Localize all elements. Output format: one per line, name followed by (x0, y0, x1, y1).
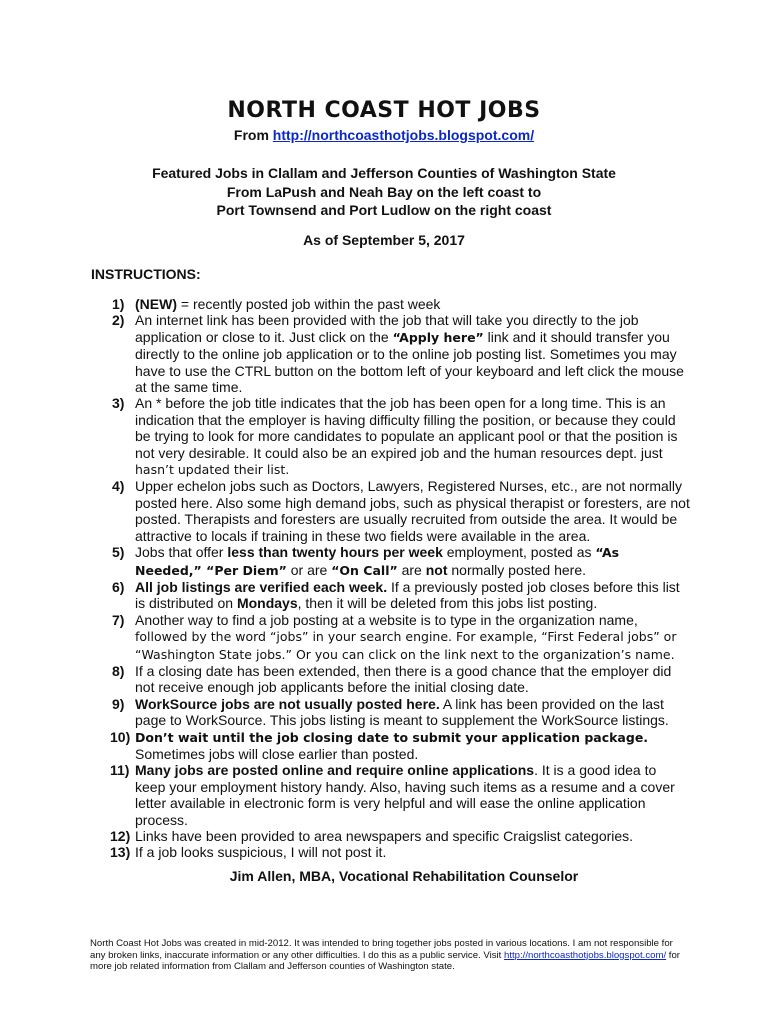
item-number: 1) (112, 296, 125, 312)
footer-blog-link[interactable]: http://northcoasthotjobs.blogspot.com/ (503, 949, 667, 961)
list-item: 8) If a closing date has been extended, then there is a good chance that the employer did not receive enough job applicants before the initial closing date. (112, 662, 672, 696)
list-item: 4) Upper echelon jobs such as Doctors, Lawyers, Registered Nurses, etc., are not normally posted here. Also some high demand jobs, such as physical therapist or foresters, are not posted. Therapists and foresters are usually recruited from outside the area. It would be attractive to locals if training in these two fields were available in the area. (112, 478, 690, 544)
list-item: 6) All job listings are verified each week. If a previously posted job closes before this list is distributed on Mondays, then it will be deleted from this jobs list posting. (112, 578, 680, 612)
instructions-list (90, 296, 690, 861)
item-number: 9) (112, 695, 125, 712)
featured-line-3: Port Townsend and Port Ludlow on the right coast (216, 202, 552, 218)
list-item: 9) WorkSource jobs are not usually posted here. A link has been provided on the last page to WorkSource. This jobs listing is meant to supplement the WorkSource listings. (112, 695, 669, 729)
item-number: 6) (112, 578, 125, 595)
list-item: 11) Many jobs are posted online and require online applications. It is a good idea to keep your employment history handy. Also, having such items as a resume and a cover letter available in electronic form is very helpful and will ease the online application process. (110, 762, 675, 828)
item-number: 11) (110, 762, 130, 779)
list-item: 7) Another way to find a job posting at a website is to type in the organization name, followed by the word “jobs” in your search engine. For example, “First Federal jobs” or “Washington State jobs.” Or you can click on the link next to the organization’s name. (112, 611, 677, 662)
item-number: 12) (110, 828, 131, 844)
blog-link[interactable]: http://northcoasthotjobs.blogspot.com/ (272, 127, 535, 143)
item-number: 13) (110, 844, 131, 861)
list-item: 10) Don’t wait until the job closing date to submit your application package. Sometimes jobs will close earlier than posted. (110, 728, 649, 762)
featured-heading (0, 164, 768, 220)
featured-line-2: From LaPush and Neah Bay on the left coast to (226, 183, 542, 200)
item-number: 5) (112, 544, 125, 561)
source-line (0, 127, 768, 143)
list-item: 2) An internet link has been provided with the job that will take you directly to the job application or close to it. Just click on the “Apply here” link and it should transfer you directly to the online job application or to the online job posting list. Sometimes you may have to use the CTRL button on the bottom left of your keyboard and left click the mouse at the same time. (112, 312, 684, 396)
list-item: 12) Links have been provided to area newspapers and specific Craigslist categories. (110, 828, 634, 844)
as-of-date: As of September 5, 2017 (303, 232, 465, 248)
signature: Jim Allen, MBA, Vocational Rehabilitation Counselor (229, 868, 579, 884)
page-title: NORTH COAST HOT JOBS (227, 98, 541, 123)
item-number: 3) (112, 395, 125, 412)
list-item: 13) If a job looks suspicious, I will not post it. (110, 844, 387, 861)
list-item: 5) Jobs that offer less than twenty hours per week employment, posted as “As Needed,” “Per Diem” or are “On Call” are not normally posted here. (112, 544, 620, 578)
footer-note: North Coast Hot Jobs was created in mid-2012. It was intended to bring together jobs posted in various locations. I am not responsible for any broken links, inaccurate information or any other difficulties. I do this as a public service. Visit http://northcoasthotjobs.blogspot.com/ for more job related information from Clallam and Jefferson counties of Washington state. (90, 938, 680, 972)
list-item: 3) An * before the job title indicates that the job has been open for a long time. This is an indication that the employer is having difficulty filling the position, or because they could be trying to look for more candidates to populate an applicant pool or that the position is not very desirable. It could also be an expired job and the human resources dept. just hasn’t updated their list. (112, 395, 678, 478)
item-number: 2) (112, 312, 125, 329)
item-number: 4) (112, 478, 125, 495)
item-number: 7) (112, 611, 125, 628)
list-item: 1) (NEW) = recently posted job within the past week (112, 296, 441, 312)
from-label: From (233, 127, 269, 143)
featured-line-1: Featured Jobs in Clallam and Jefferson Counties of Washington State (152, 165, 616, 181)
item-number: 10) (110, 728, 131, 745)
instructions-heading: INSTRUCTIONS: (91, 266, 201, 282)
item-number: 8) (112, 662, 125, 679)
